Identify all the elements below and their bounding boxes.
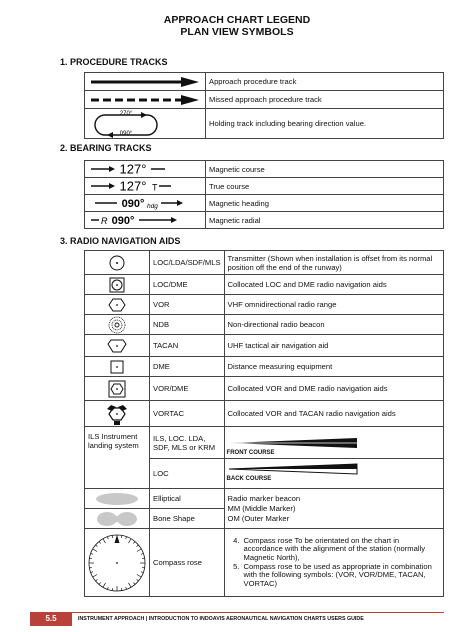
back-course-icon bbox=[227, 463, 367, 475]
true-course-desc: True course bbox=[206, 178, 444, 195]
vortac-name: VORTAC bbox=[150, 401, 225, 427]
vor-dme-name: VOR/DME bbox=[150, 377, 225, 401]
holding-outbound-label: 090° bbox=[119, 130, 133, 137]
vortac-icon bbox=[85, 402, 149, 426]
missed-approach-arrow-icon bbox=[85, 92, 205, 108]
approach-arrow-icon bbox=[85, 74, 205, 90]
tacan-icon bbox=[85, 336, 149, 356]
vor-symbol bbox=[85, 295, 150, 315]
front-course-symbol bbox=[224, 427, 443, 459]
loc-dme-symbol bbox=[85, 275, 150, 295]
magnetic-course-icon bbox=[85, 161, 205, 177]
loc-name: LOC bbox=[150, 459, 225, 489]
ndb-desc: Non-directional radio beacon bbox=[224, 315, 443, 335]
marker-desc-line-2: MM (Middle Marker) bbox=[227, 503, 296, 513]
loc-lda-desc: Transmitter (Shown when installation is offset from its normal position off the end of the runway) bbox=[224, 251, 443, 275]
magnetic-heading-icon bbox=[85, 195, 205, 211]
footer bbox=[30, 612, 444, 626]
bone-shape-name: Bone Shape bbox=[150, 509, 225, 529]
dme-icon bbox=[85, 358, 149, 376]
back-course-label: BACK COURSE bbox=[226, 476, 272, 482]
missed-track-desc: Missed approach procedure track bbox=[206, 91, 444, 109]
compass-name: Compass rose bbox=[150, 529, 225, 597]
marker-desc-line-1: Radio marker beacon bbox=[227, 493, 301, 503]
ils-name: ILS, LOC. LDA, SDF, MLS or KRM bbox=[150, 427, 225, 459]
magnetic-radial-symbol bbox=[85, 212, 206, 229]
dme-name: DME bbox=[150, 357, 225, 377]
dme-desc: Distance measuring equipment bbox=[224, 357, 443, 377]
ils-label: ILS Instrument landing system bbox=[85, 427, 150, 489]
loc-lda-symbol bbox=[85, 251, 150, 275]
magnetic-radial-prefix: R bbox=[101, 216, 108, 226]
marker-desc-line-3: OM (Outer Marker bbox=[227, 513, 290, 523]
compass-rose-icon bbox=[85, 530, 149, 596]
footer-text: INSTRUMENT APPROACH | INTRODUCTION TO INDOAVIS AERONAUTICAL NAVIGATION CHARTS USERS GUIDE bbox=[78, 616, 364, 622]
compass-note-4: 4. Compass rose To be orientated on the chart in accordance with the alignment of the station (normally Magnetic North), bbox=[242, 537, 440, 563]
magnetic-radial-desc: Magnetic radial bbox=[206, 212, 444, 229]
elliptical-name: Elliptical bbox=[150, 489, 225, 509]
transmitter-icon bbox=[85, 252, 149, 274]
bone-shape-symbol bbox=[85, 509, 150, 529]
ndb-symbol bbox=[85, 315, 150, 335]
section-procedure-tracks: 1. PROCEDURE TRACKS bbox=[60, 57, 168, 67]
approach-track-symbol bbox=[85, 73, 206, 91]
holding-inbound-label: 270° bbox=[119, 110, 133, 117]
magnetic-heading-value: 090° bbox=[121, 198, 145, 210]
back-course-symbol bbox=[224, 459, 443, 489]
front-course-icon bbox=[227, 437, 367, 449]
loc-lda-name: LOC/LDA/SDF/MLS bbox=[150, 251, 225, 275]
vortac-symbol bbox=[85, 401, 150, 427]
tacan-desc: UHF tactical air navigation aid bbox=[224, 335, 443, 357]
page-number: 5.5 bbox=[30, 612, 72, 626]
loc-dme-icon bbox=[85, 276, 149, 294]
page-title bbox=[0, 14, 474, 38]
magnetic-heading-suffix: hdg bbox=[147, 203, 158, 210]
holding-pattern-icon bbox=[85, 110, 205, 138]
bearing-tracks-table bbox=[84, 160, 444, 229]
magnetic-heading-symbol bbox=[85, 195, 206, 212]
title-line-1: APPROACH CHART LEGEND bbox=[163, 14, 311, 26]
front-course-label: FRONT COURSE bbox=[226, 449, 275, 456]
holding-track-symbol bbox=[85, 109, 206, 139]
true-course-suffix: T bbox=[152, 182, 158, 193]
magnetic-radial-value: 090° bbox=[111, 215, 135, 227]
title-line-2: PLAN VIEW SYMBOLS bbox=[180, 26, 294, 38]
vor-icon bbox=[85, 296, 149, 314]
loc-dme-desc: Collocated LOC and DME radio navigation aids bbox=[224, 275, 443, 295]
magnetic-course-value: 127° bbox=[119, 161, 147, 177]
bone-shape-marker-icon bbox=[85, 510, 149, 528]
true-course-value: 127° bbox=[119, 178, 147, 194]
magnetic-course-desc: Magnetic course bbox=[206, 161, 444, 178]
dme-symbol bbox=[85, 357, 150, 377]
approach-track-desc: Approach procedure track bbox=[206, 73, 444, 91]
compass-notes bbox=[224, 529, 443, 597]
compass-note-5: 5. Compass rose to be used as appropriate in combination with the following symbols: (VOR, VOR/DME, TACAN, VORTAC) bbox=[242, 563, 440, 589]
vor-dme-desc: Collocated VOR and DME radio navigation aids bbox=[224, 377, 443, 401]
marker-desc bbox=[224, 489, 443, 529]
vor-desc: VHF omnidirectional radio range bbox=[224, 295, 443, 315]
holding-track-desc: Holding track including bearing direction value. bbox=[206, 109, 444, 139]
elliptical-symbol bbox=[85, 489, 150, 509]
section-radio-nav-aids: 3. RADIO NAVIGATION AIDS bbox=[60, 236, 181, 246]
radio-nav-aids-table bbox=[84, 250, 444, 597]
compass-rose-symbol bbox=[85, 529, 150, 597]
vor-name: VOR bbox=[150, 295, 225, 315]
magnetic-radial-icon bbox=[85, 212, 205, 228]
section-bearing-tracks: 2. BEARING TRACKS bbox=[60, 143, 152, 153]
vor-dme-symbol bbox=[85, 377, 150, 401]
true-course-icon bbox=[85, 178, 205, 194]
magnetic-course-symbol bbox=[85, 161, 206, 178]
ndb-name: NDB bbox=[150, 315, 225, 335]
elliptical-marker-icon bbox=[85, 490, 149, 508]
vor-dme-icon bbox=[85, 378, 149, 400]
procedure-tracks-table bbox=[84, 72, 444, 139]
tacan-name: TACAN bbox=[150, 335, 225, 357]
tacan-symbol bbox=[85, 335, 150, 357]
magnetic-heading-desc: Magnetic heading bbox=[206, 195, 444, 212]
ndb-icon bbox=[85, 316, 149, 334]
loc-dme-name: LOC/DME bbox=[150, 275, 225, 295]
vortac-desc: Collocated VOR and TACAN radio navigation aids bbox=[224, 401, 443, 427]
missed-track-symbol bbox=[85, 91, 206, 109]
compass-notes-list bbox=[228, 537, 440, 589]
true-course-symbol bbox=[85, 178, 206, 195]
